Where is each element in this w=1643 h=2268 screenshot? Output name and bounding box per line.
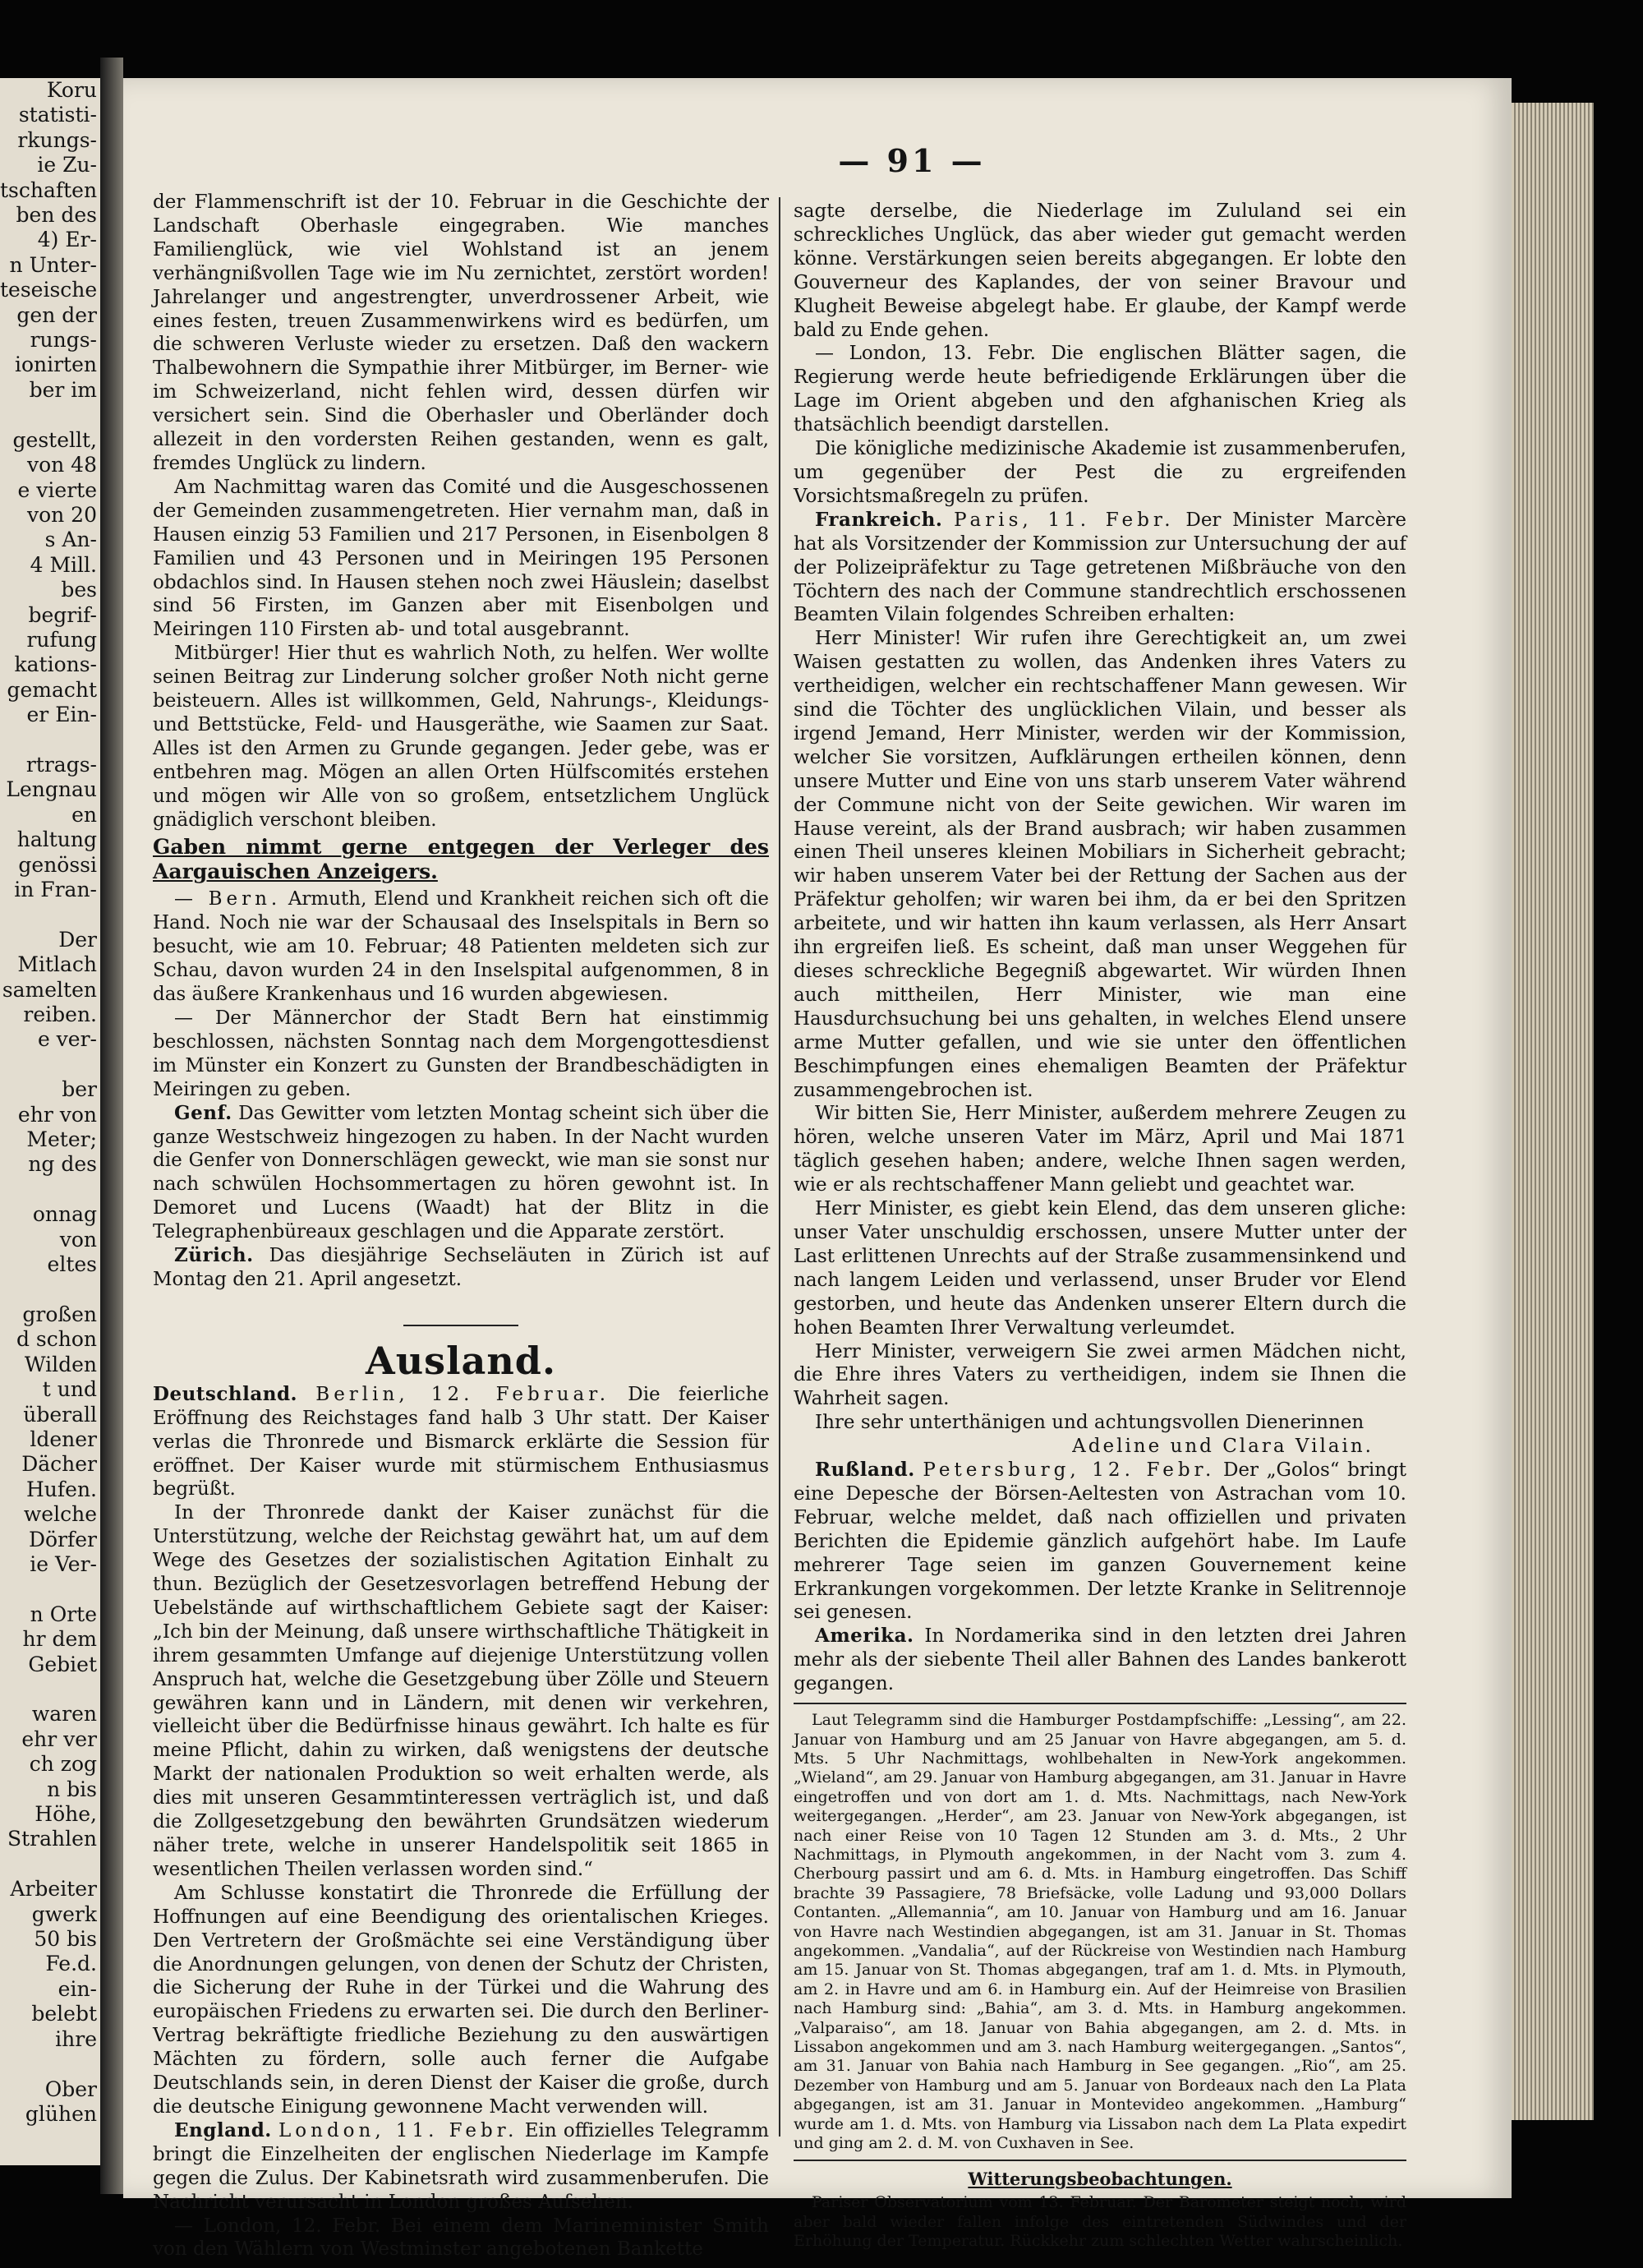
previous-page-fragment: rungs- xyxy=(30,328,97,353)
appeal-paragraph: Mitbürger! Hier thut es wahrlich Noth, zu helfen. Wer wollte seinen Beitrag zur Linderung solcher großer Noth nicht gerne beisteuern. Alles ist willkommen, Geld, Nahrungs-, Kleidungs- und Bettstücke, Feld- und Hausgeräthe, wie Saamen zur Saat. Alles ist den Armen zu Grunde gegangen. Jeder gebe, was er entbehren mag. Mögen an allen Orten Hülfscomités erstehen und mögen wir Alle von so großem, entsetzlichem Unglück gnädiglich verschont bleiben. xyxy=(153,643,769,831)
frankreich-place: Paris, 11. Febr. xyxy=(954,509,1175,531)
previous-page-fragment: von 20 xyxy=(26,502,97,527)
previous-page-fragment: Wilden xyxy=(24,1352,97,1376)
amerika-article xyxy=(794,1625,1406,1696)
bern-lead: — Bern. xyxy=(174,888,282,910)
previous-page-fragment: waren xyxy=(31,1702,97,1726)
previous-page-fragment xyxy=(0,902,97,927)
amerika-lead: Amerika. xyxy=(815,1625,914,1648)
previous-page-fragment: gwerk xyxy=(31,1902,97,1926)
previous-page-fragment: 4) Er- xyxy=(37,228,97,252)
previous-page-fragment: n Unter- xyxy=(9,252,97,277)
genf-lead: Genf. xyxy=(174,1101,232,1124)
column-rule xyxy=(779,197,780,2137)
england-text: Ein offizielles Telegramm bringt die Einzelheiten der englischen Niederlage im Kampfe gegen die Zulus. Der Kabinetsrath wird zusammenberufen. Die Nachricht verursacht in London großes Aufsehen. xyxy=(153,2119,770,2213)
previous-page-edge xyxy=(0,78,100,2165)
russland-place: Petersburg, 12. Febr. xyxy=(923,1459,1216,1482)
page-number: — 91 — xyxy=(838,142,986,179)
previous-page-fragment: e vierte xyxy=(17,477,97,502)
frankreich-text: Der Minister Marcère hat als Vorsitzender der Kommission zur Untersuchung der auf der Polizeipräfektur zu Tage getretenen Mißbräuche von den Töchtern des nach der Commune standrechtlich erschossenen Beamten Vilain folgendes Schreiben erhalten: xyxy=(794,509,1407,626)
previous-page-fragment: ber xyxy=(62,1077,97,1102)
previous-page-fragment xyxy=(0,403,97,427)
zuerich-text: Das diesjährige Sechseläuten in Zürich ist auf Montag den 21. April angesetzt. xyxy=(153,1245,770,1290)
letter-paragraph-1: Herr Minister! Wir rufen ihre Gerechtigkeit an, um zwei Waisen gestatten zu wollen, das Andenken ihres Vaters zu vertheidigen, welcher ein rechtschaffener Mann gewesen. Wir sind die Töchter des unglücklichen Vilain, und besser als irgend Jemand, Herr Minister, werden wir der Kommission, welcher Sie vorsitzen, Aufklärungen ertheilen können, denn unsere Mutter und Eine von uns starb unserem Vater während der Commune nicht von der Seite gewichen. Wir waren im Hause vereint, als der Brand ausbrach; wir haben zusammen einen Theil unseres kleinen Mobiliars in Sicherheit gebracht; wir haben unserem Vater bei der Rettung der Sachen aus der Präfektur geholfen; wir waren bei ihm, da er bei den Spritzen arbeitete, und wir hatten ihn kaum verlassen, als Herr Ansart ihn ergreifen ließ. Es scheint, daß man unser Weggehen für dieses schreckliche Begegniß abgewartet. Wir würden Ihnen auch mittheilen, Herr Minister, wie man eine Hausdurchsuchung bei uns gehalten, in welches Elend unsere arme Mutter gefallen, und wie sie unter den öffentlichen Beschimpfungen eines ehemaligen Beamten der Präfektur zusammengebrochen ist. xyxy=(794,628,1406,1101)
previous-page-fragment xyxy=(0,1278,97,1302)
previous-page-fragment: t und xyxy=(42,1377,97,1402)
previous-page-fragment: welche xyxy=(23,1502,97,1527)
previous-page-fragment: Ober xyxy=(44,2077,97,2101)
previous-page-fragment: belebt xyxy=(31,2002,97,2026)
previous-page-fragment: rkungs- xyxy=(17,127,97,152)
russland-text: Der „Golos“ bringt eine Depesche der Börsen-Aeltesten von Astrachan vom 10. Februar, welche meldet, daß nach offiziellen und privaten Berichten die Epidemie gänzlich aufgehört habe. Im Laufe mehrerer Tage seien im ganzen Gouvernement keine Erkrankungen vorgekommen. Der letzte Kranke in Selitrennoje sei genesen. xyxy=(794,1459,1407,1624)
london-13-article: — London, 13. Febr. Die englischen Blätter sagen, die Regierung werde heute befriedigende Erklärungen über die Lage im Orient abgeben und den afghanischen Krieg als thatsächlich beendigt darstellen. xyxy=(794,343,1406,436)
weather-heading: Witterungsbeobachtungen. xyxy=(968,2169,1232,2190)
zuerich-article xyxy=(153,1244,769,1292)
previous-page-fragment: n bis xyxy=(47,1777,97,1801)
weather-divider xyxy=(794,2160,1406,2161)
zuerich-lead: Zürich. xyxy=(174,1244,254,1267)
previous-page-fragment: gen der xyxy=(16,302,97,327)
previous-page-fragment: er Ein- xyxy=(26,703,97,727)
previous-page-fragment: gestellt, xyxy=(12,427,97,452)
previous-page-fragment: Strahlen xyxy=(7,1827,97,1851)
previous-page-fragment: in Fran- xyxy=(14,878,97,901)
frankreich-lead: Frankreich. xyxy=(815,508,943,531)
previous-page-fragment: rtrags- xyxy=(25,752,97,777)
previous-page-fragment: ng des xyxy=(28,1152,97,1177)
previous-page-fragment: onnag xyxy=(32,1202,97,1227)
previous-page-fragment: glühen xyxy=(25,2101,97,2126)
previous-page-fragment: kations- xyxy=(14,652,97,677)
previous-page-fragment xyxy=(0,1852,97,1877)
previous-page-fragment: d schon xyxy=(16,1327,97,1352)
previous-page-fragment: e ver- xyxy=(37,1027,97,1052)
previous-page-fragment: en xyxy=(71,802,97,827)
previous-page-fragment: ben des xyxy=(16,203,97,228)
previous-page-fragment: gemacht xyxy=(7,677,97,702)
akademie-paragraph: Die königliche medizinische Akademie ist zusammenberufen, um gegenüber der Pest die zu ergreifenden Vorsichtsmaßregeln zu prüfen. xyxy=(794,438,1406,507)
letter-paragraph-2: Wir bitten Sie, Herr Minister, außerdem mehrere Zeugen zu hören, welche unseren Vater im März, April und Mai 1871 täglich gesehen haben; andere, welche Ihnen sagen werden, wie er als rechtschaffener Mann geliebt und geachtet war. xyxy=(794,1103,1406,1196)
previous-page-fragment: Koru xyxy=(46,78,97,102)
oberhasle-paragraph: der Flammenschrift ist der 10. Februar in die Geschichte der Landschaft Oberhasle eingegraben. Wie manches Familienglück, wie viel Wohlstand ist an jenem verhängnißvollen Tage wie im Nu zernichtet, zerstört worden! Jahrelanger und angestrengter, unverdrossener Arbeit, wie eines festen, treuen Zusammenwirkens wird es bedürfen, um die schweren Verluste wieder zu ersetzen. Daß den wackern Thalbewohnern die Sympathie ihrer Mitbürger, im Berner- wie im Schweizerland, nicht fehlen wird, dessen dürfen wir versichert sein. Sind die Oberhasler und Oberländer doch allezeit in den vordersten Reihen gestanden, wenn es galt, fremdes Unglück zu lindern. xyxy=(153,191,769,474)
london-12-article: — London, 12. Febr. Bei einem dem Marineminister Smith von den Wählern von Westminster angebotenen Bankette xyxy=(153,2215,769,2261)
genf-article xyxy=(153,1102,769,1244)
previous-page-fragment: Lengnau xyxy=(6,777,97,802)
previous-page-fragment: überall xyxy=(23,1402,97,1427)
previous-page-fragment: reiben. xyxy=(23,1003,97,1027)
previous-page-fragment: ch zog xyxy=(29,1752,97,1777)
previous-page-fragment xyxy=(0,1577,97,1602)
previous-page-fragment xyxy=(0,1677,97,1702)
section-divider xyxy=(403,1325,518,1326)
bern-article xyxy=(153,887,769,1007)
previous-page-fragment: begrif- xyxy=(28,602,97,627)
deutschland-text: Die feierliche Eröffnung des Reichstages fand halb 3 Uhr statt. Der Kaiser verlas die Thronrede und Bismarck erklärte die Session für eröffnet. Der Kaiser wurde mit stürmischem Enthusiasmus begrüßt. xyxy=(153,1383,769,1500)
russland-lead: Rußland. xyxy=(815,1459,915,1482)
donation-notice: Gaben nimmt gerne entgegen der Verleger des Aargauischen Anzeigers. xyxy=(153,835,769,884)
previous-page-fragment: Dächer xyxy=(21,1452,97,1477)
previous-page-fragment: haltung xyxy=(16,827,97,852)
previous-page-fragment: 50 bis xyxy=(34,1927,97,1952)
frankreich-article xyxy=(794,509,1406,628)
previous-page-fragment xyxy=(0,1178,97,1202)
weather-text: Pariser Observatorium vom 13. Februar. Der Barometer steigt noch, wird aber bald wieder fallen infolge des eintretenden Südwindes und der Erhöhung der Temperatur. Rückkehr zum schlechten Wetter wahrscheinlich. xyxy=(794,2193,1406,2251)
previous-page-fragment: ie Zu- xyxy=(37,153,97,177)
previous-page-fragment: ihre xyxy=(55,2026,97,2051)
letter-paragraph-3: Herr Minister, es giebt kein Elend, das dem unseren gliche: unser Vater unschuldig erschossen, unsere Mutter unter der Last erlittenen Unrechts auf der Straße zusammensinkend und nach langem Leiden und verlassend, unser Bruder vor Elend gestorben, und heute das Andenken unserer Eltern durch die hohen Beamten Ihrer Verwaltung verleumdet. xyxy=(794,1198,1406,1339)
previous-page-fragment: rufung xyxy=(26,627,97,652)
previous-page-fragment: bes xyxy=(61,578,97,602)
previous-page-fragment: samelten xyxy=(2,977,97,1002)
previous-page-fragment: von xyxy=(59,1227,97,1252)
previous-page-fragment: Hufen. xyxy=(26,1477,97,1501)
thronrede-paragraph-1: In der Thronrede dankt der Kaiser zunächst für die Unterstützung, welche der Reichstag gewährt hat, um auf dem Wege des Gesetzes der sozialistischen Agitation Einhalt zu thun. Bezüglich der Gesetzesvorlagen betreffend Hebung der Uebelstände auf wirthschaftlichem Gebiete sagt der Kaiser: „Ich bin der Meinung, daß unsere wirthschaftliche Thätigkeit in ihrem gesammten Umfange auf diejenige Unterstützung vollen Anspruch hat, welche die Gesetzgebung über Zölle und Steuern gewähren kann und in Ländern, mit denen wir verkehren, vielleicht über die Bedürfnisse hinaus gewährt. Ich halte es für meine Pflicht, dahin zu wirken, daß wenigstens der deutsche Markt der nationalen Produktion so weit erhalten werde, als dies mit unseren Gesammtinteressen verträglich ist, und daß die Zollgesetzgebung den bewährten Grundsätzen wiederum näher trete, welche in unserer Handelspolitik seit 1865 in wesentlichen Theilen verlassen worden sind.“ xyxy=(153,1502,769,1880)
previous-page-fragment: ie Ver- xyxy=(30,1551,97,1576)
letter-closing: Ihre sehr unterthänigen und achtungsvollen Dienerinnen xyxy=(815,1412,1365,1434)
previous-page-fragment: 4 Mill. xyxy=(30,552,97,577)
russland-article xyxy=(794,1459,1406,1625)
previous-page-fragment: ionirten xyxy=(14,353,97,377)
previous-page-fragment: von 48 xyxy=(26,453,97,477)
weather-report xyxy=(794,2193,1406,2251)
letter-signature: Adeline und Clara Vilain. xyxy=(1072,1436,1374,1458)
telegram-text: Laut Telegramm sind die Hamburger Postdampfschiffe: „Lessing“, am 22. Januar von Hamburg und am 25 Januar von Havre abgegangen, am 5. d. Mts. 5 Uhr Nachmittags, wohlbehalten in New-York angekommen. „Wieland“, am 29. Januar von Hamburg abgegangen, am 31. Januar in Havre eingetroffen und von dort am 1. d. Mts. Nachmittags, nach New-York weitergegangen. „Herder“, am 23. Januar von New-York abgegangen, ist nach einer Reise von 10 Tagen 12 Stunden am 3. d. Mts., 2 Uhr Nachmittags, in Plymouth angekommen, in der Nacht vom 3. zum 4. Cherbourg passirt und am 6. d. Mts. in Hamburg eingetroffen. Das Schiff brachte 39 Passagiere, 78 Briefsäcke, volle Ladung und 93,000 Dollars Contanten. „Allemannia“, am 10. Januar von Hamburg und am 16. Januar von Havre nach Westindien abgegangen, ist am 31. Januar in St. Thomas angekommen. „Vandalia“, auf der Rückreise von Westindien nach Hamburg am 15. Januar von St. Thomas abgegangen, traf am 1. d. Mts. in Plymouth, am 2. in Havre und am 6. in Hamburg ein. Auf der Heimreise von Brasilien nach Hamburg sind: „Bahia“, am 3. d. Mts. in Hamburg angekommen. „Valparaiso“, am 18. Januar von Bahia abgegangen, am 2. d. Mts. in Lissabon angekommen und am 3. nach Hamburg weitergegangen. „Santos“, am 31. Januar von Bahia nach Hamburg in See gegangen. „Rio“, am 25. Dezember von Hamburg und am 5. Januar von Bordeaux nach den La Plata abgegangen, ist am 31. Januar in Montevideo angekommen. „Hamburg“ wurde am 1. d. Mts. von Hamburg via Lissabon nach dem La Plata expedirt und ging am 2. d. M. von Cuxhaven in See. xyxy=(794,1711,1406,2153)
previous-page-fragment: großen xyxy=(22,1302,97,1326)
previous-page-fragment: tschaften xyxy=(0,177,97,202)
previous-page-fragment: teseische xyxy=(0,278,97,302)
deutschland-article xyxy=(153,1383,769,1502)
previous-page-fragment: hr dem xyxy=(22,1627,97,1652)
previous-page-fragment: Meter; xyxy=(26,1127,97,1152)
previous-page-fragment: genössi xyxy=(18,852,97,877)
previous-page-fragment: ber im xyxy=(29,377,97,402)
previous-page-fragment xyxy=(0,2052,97,2077)
previous-page-fragment: ehr von xyxy=(17,1102,97,1127)
previous-page-fragment xyxy=(0,728,97,753)
deutschland-lead: Deutschland. xyxy=(153,1382,298,1405)
zululand-paragraph: sagte derselbe, die Niederlage im Zululand sei ein schreckliches Unglück, das aber wieder gut gemacht werden könne. Verstärkungen seien bereits abgegangen. Er lobte den Gouverneur des Kaplandes, der von seiner Bravour und Klugheit Beweise abgelegt habe. Er glaube, der Kampf werde bald zu Ende gehen. xyxy=(794,201,1406,341)
previous-page-fragment: statisti- xyxy=(18,103,97,127)
previous-page-fragment: Der xyxy=(58,927,97,952)
previous-page-fragment: Mitlach xyxy=(17,952,97,977)
maennerchor-article: — Der Männerchor der Stadt Bern hat einstimmig beschlossen, nächsten Sonntag nach dem Morgengottesdienst im Münster ein Konzert zu Gunsten der Brandbeschädigten in Meiringen zu geben. xyxy=(153,1007,769,1100)
previous-page-fragment: ein- xyxy=(58,1976,97,2001)
previous-page-fragment: Fe.d. xyxy=(45,1952,97,1976)
genf-text: Das Gewitter vom letzten Montag scheint sich über die ganze Westschweiz hingezogen zu haben. In der Nacht wurden die Genfer von Donnerschlägen geweckt, wie man sie sonst nur nach schwülen Hochsommertagen zu hören gewohnt ist. In Demoret und Lucens (Waadt) hat der Blitz in die Telegraphenbüreaux geschlagen und die Apparate zerstört. xyxy=(153,1102,769,1243)
previous-page-fragment: Dörfer xyxy=(28,1527,97,1551)
previous-page-fragment: ldener xyxy=(30,1427,97,1451)
thronrede-paragraph-2: Am Schlusse konstatirt die Thronrede die Erfüllung der Hoffnungen auf eine Beendigung des orientalischen Krieges. Den Vertretern der Großmächte sei eine Verständigung über die Anordnungen gelungen, von denen der Schutz der Christen, die Sicherung der Ruhe in der Türkei und die Wahrung des europäischen Friedens zu erwarten sei. Die durch den Berliner-Vertrag bekräftigte friedliche Beziehung zu den auswärtigen Mächten zu fördern, solle auch ferner die Aufgabe Deutschlands sein, in deren Dienst der Kaiser die große, durch die deutsche Einigung gewonnene Macht verwenden will. xyxy=(153,1882,769,2118)
telegram-divider xyxy=(794,1703,1406,1704)
amerika-text: In Nordamerika sind in den letzten drei Jahren mehr als der siebente Theil aller Bahnen des Landes bankerott gegangen. xyxy=(794,1625,1407,1695)
comite-paragraph: Am Nachmittag waren das Comité und die Ausgeschossenen der Gemeinden zusammengetreten. Hier vernahm man, daß in Hausen einzig 53 Familien und 217 Personen, in Eisenbolgen 8 Familien und 43 Personen und in Meiringen 195 Personen obdachlos sind. In Hausen stehen noch zwei Häuslein; daselbst sind 56 Firsten, im Ganzen aber mit Eisenbolgen und Meiringen 110 Firsten ab- und total ausgebrannt. xyxy=(153,476,769,641)
previous-page-fragment xyxy=(0,1053,97,1077)
previous-page-fragment: n Orte xyxy=(30,1602,97,1626)
england-place: London, 11. Febr. xyxy=(278,2119,518,2141)
page-stack-edge xyxy=(1512,103,1594,2120)
previous-page-fragment: Arbeiter xyxy=(10,1877,97,1902)
deutschland-place: Berlin, 12. Februar. xyxy=(315,1383,610,1405)
left-column xyxy=(153,191,769,2261)
ausland-heading: Ausland. xyxy=(366,1338,556,1383)
book-gutter xyxy=(100,58,123,2194)
previous-page-fragment: ehr ver xyxy=(21,1726,97,1751)
bern-text: Armuth, Elend und Krankheit reichen sich oft die Hand. Noch nie war der Schausaal des Inselspitals in Bern so besucht, wie am 10. Februar; 48 Patienten meldeten sich zur Schau, davon wurden 24 in den Inselspital aufgenommen, 8 in das äußere Krankenhaus und 16 wurden abgewiesen. xyxy=(153,888,769,1006)
previous-page-fragment: Gebiet xyxy=(28,1652,97,1676)
telegram-notice xyxy=(794,1711,1406,2153)
right-column xyxy=(794,200,1406,2252)
previous-page-fragment: s An- xyxy=(44,528,97,552)
previous-page-fragment: eltes xyxy=(47,1252,97,1277)
previous-page-fragment: Höhe, xyxy=(35,1802,97,1827)
england-article xyxy=(153,2119,769,2215)
england-lead: England. xyxy=(174,2118,272,2141)
letter-paragraph-4: Herr Minister, verweigern Sie zwei armen Mädchen nicht, die Ehre ihres Vaters zu vertheidigen, indem sie Ihnen die Wahrheit sagen. xyxy=(794,1340,1406,1410)
